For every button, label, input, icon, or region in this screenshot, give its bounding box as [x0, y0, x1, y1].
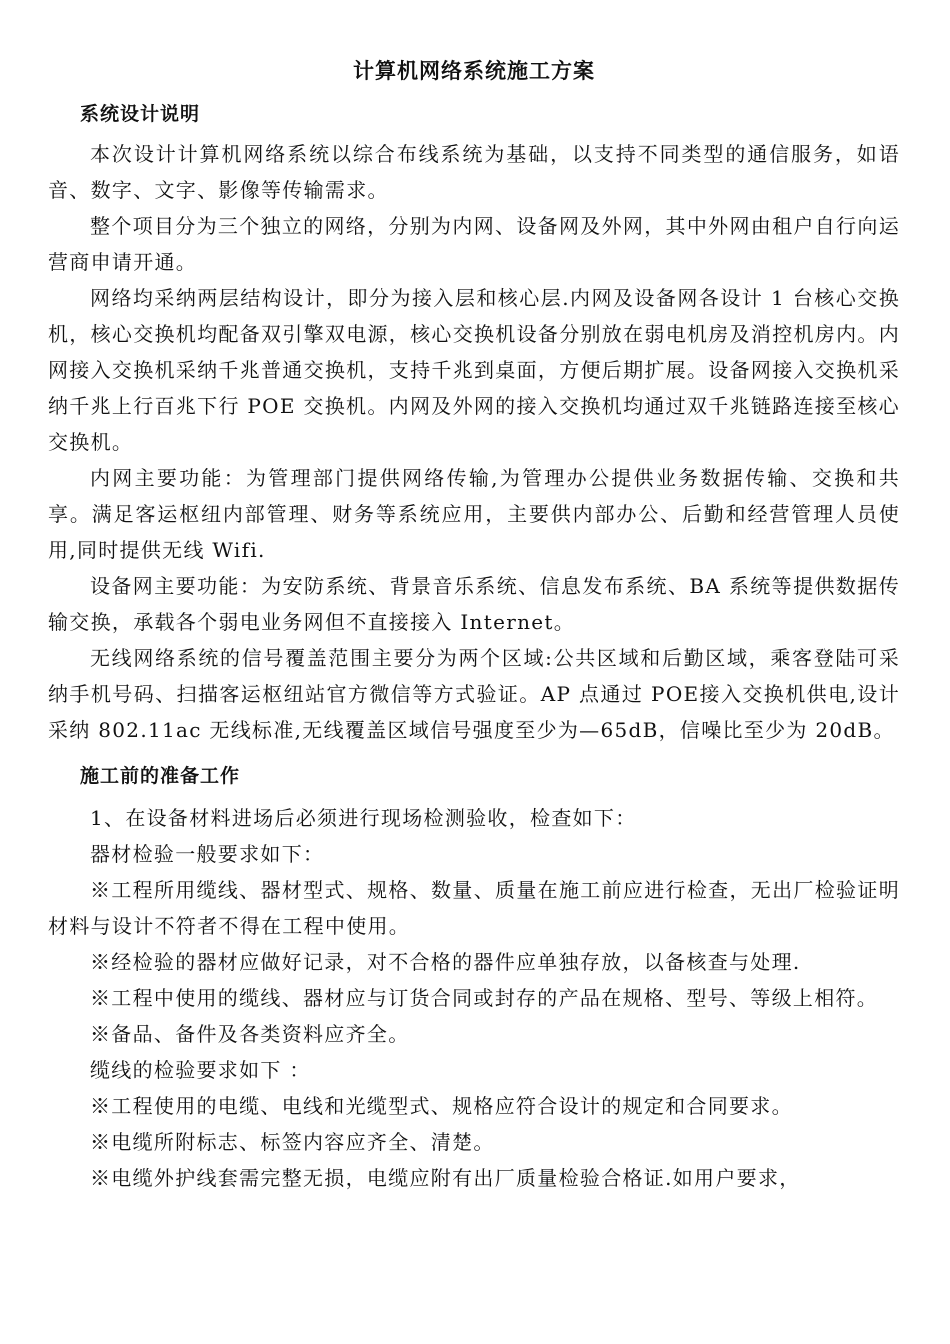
document-title: 计算机网络系统施工方案	[353, 59, 595, 83]
paragraph: ※电缆所附标志、标签内容应齐全、清楚。	[90, 1130, 495, 1154]
paragraph: ※经检验的器材应做好记录，对不合格的器件应单独存放，以备核查与处理.	[90, 950, 801, 974]
paragraph: ※电缆外护线套需完整无损，电缆应附有出厂质量检验合格证.如用户要求，	[90, 1166, 801, 1190]
paragraph: 器材检验一般要求如下：	[90, 842, 325, 866]
paragraph: 无线网络系统的信号覆盖范围主要分为两个区域:公共区域和后勤区域，乘客登陆可采纳手机号码、扫描客运枢纽站官方微信等方式验证。AP 点通过 POE接入交换机供电,设计采纳 802.11ac 无线标准,无线覆盖区域信号强度至少为—65dB，信噪比至少为 20dB。	[48, 646, 900, 742]
section-body-preparation	[48, 800, 900, 1196]
section-heading-design: 系统设计说明	[80, 103, 201, 125]
paragraph: 1、在设备材料进场后必须进行现场检测验收，检查如下：	[90, 806, 637, 830]
section-heading-preparation: 施工前的准备工作	[80, 765, 241, 787]
paragraph: ※工程中使用的缆线、器材应与订货合同或封存的产品在规格、型号、等级上相符。	[90, 986, 879, 1010]
section-body-design	[48, 136, 900, 748]
paragraph: ※工程使用的电缆、电线和光缆型式、规格应符合设计的规定和合同要求。	[90, 1094, 793, 1118]
paragraph: 网络均采纳两层结构设计，即分为接入层和核心层.内网及设备网各设计 1 台核心交换机，核心交换机均配备双引擎双电源，核心交换机设备分别放在弱电机房及消控机房内。内网接入交换机采纳千兆普通交换机，支持千兆到桌面，方便后期扩展。设备网接入交换机采纳千兆上行百兆下行 POE 交换机。内网及外网的接入交换机均通过双千兆链路连接至核心交换机。	[48, 286, 900, 454]
paragraph: 整个项目分为三个独立的网络，分别为内网、设备网及外网，其中外网由租户自行向运营商申请开通。	[48, 214, 900, 274]
document-page	[48, 56, 900, 1196]
paragraph: ※工程所用缆线、器材型式、规格、数量、质量在施工前应进行检查，无出厂检验证明材料与设计不符者不得在工程中使用。	[48, 878, 900, 938]
paragraph: ※备品、备件及各类资料应齐全。	[90, 1022, 410, 1046]
paragraph: 本次设计计算机网络系统以综合布线系统为基础，以支持不同类型的通信服务，如语音、数字、文字、影像等传输需求。	[48, 142, 900, 202]
paragraph: 内网主要功能：为管理部门提供网络传输,为管理办公提供业务数据传输、交换和共享。满足客运枢纽内部管理、财务等系统应用，主要供内部办公、后勤和经营管理人员使用,同时提供无线 Wifi.	[48, 466, 900, 562]
paragraph: 设备网主要功能：为安防系统、背景音乐系统、信息发布系统、BA 系统等提供数据传输交换，承载各个弱电业务网但不直接接入 Internet。	[48, 574, 900, 634]
paragraph: 缆线的检验要求如下 ：	[90, 1058, 311, 1082]
